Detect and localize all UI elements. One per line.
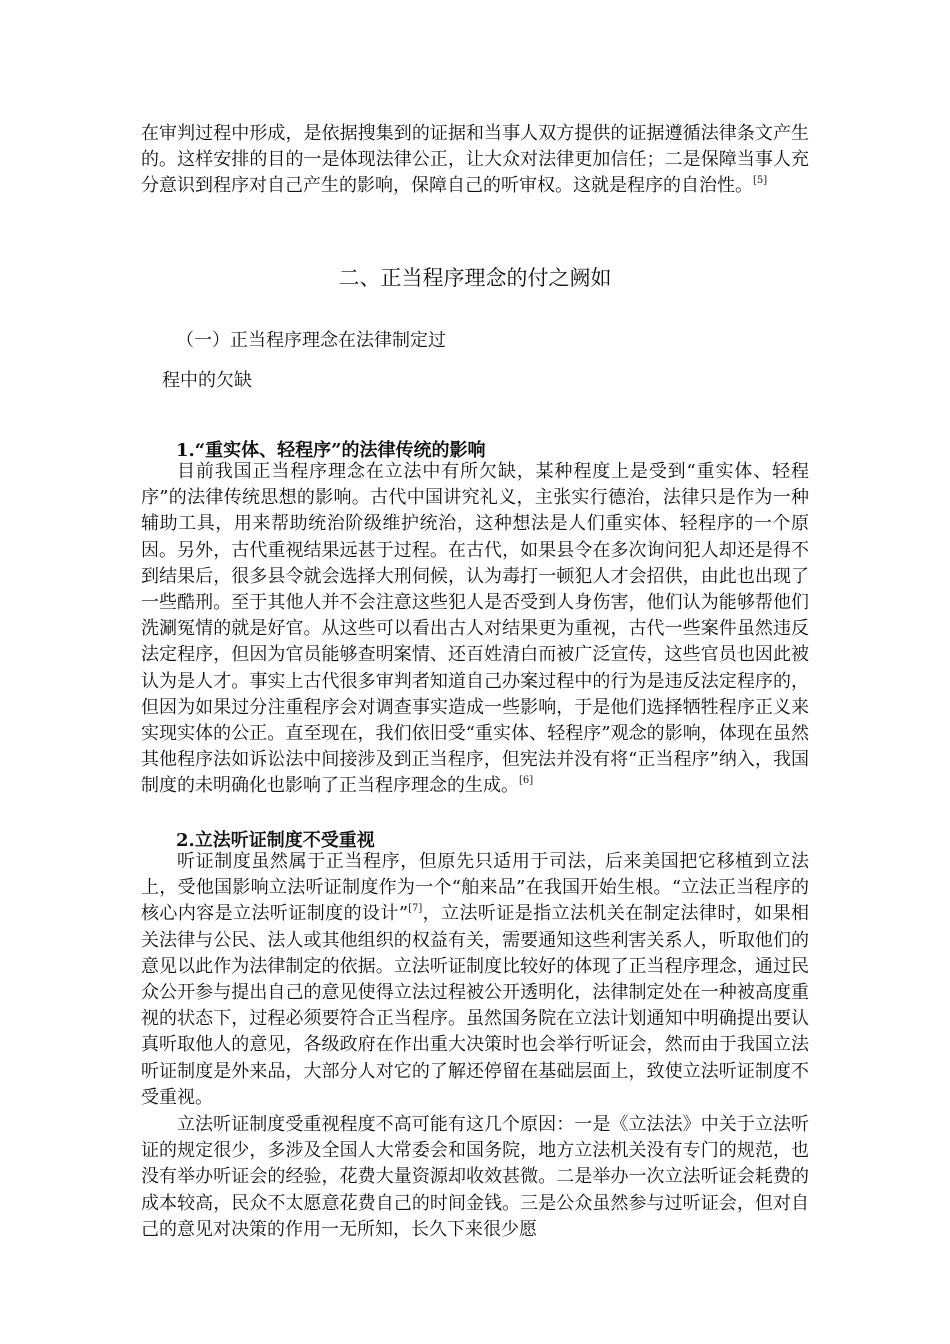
- paragraph-3: [141, 1112, 809, 1243]
- subsection-title-line1: （一）正当程序理念在法律制定过: [176, 330, 446, 351]
- heading-2: 2.立法听证制度不受重视: [176, 830, 375, 851]
- paragraph-3-text: 立法听证制度受重视程度不高可能有这几个原因：一是《立法法》中关于立法听证的规定很少，多涉及全国人大常委会和国务院，地方立法机关没有专门的规范，也没有举办听证会的经验，花费大量资源却收效甚微。二是举办一次立法听证会耗费的成本较高，民众不太愿意花费自己的时间金钱。三是公众虽然参与过听证会，但对自己的意见对决策的作用一无所知，长久下来很少愿: [141, 1114, 809, 1240]
- paragraph-1-text: 目前我国正当程序理念在立法中有所欠缺，某种程度上是受到“重实体、轻程序”的法律传统思想的影响。古代中国讲究礼义，主张实行德治，法律只是作为一种辅助工具，用来帮助统治阶级维护统治，这种想法是人们重实体、轻程序的一个原因。另外，古代重视结果远甚于过程。在古代，如果县令在多次询问犯人却还是得不到结果后，很多县令就会选择大刑伺候，认为毒打一顿犯人才会招供，由此也出现了一些酷刑。至于其他人并不会注意这些犯人是否受到人身伤害，他们认为能够帮他们洗涮冤情的就是好官。从这些可以看出古人对结果更为重视，古代一些案件虽然违反法定程序，但因为官员能够查明案情、还百姓清白而被广泛宣传，这些官员也因此被认为是人才。事实上古代很多审判者知道自己办案过程中的行为是违反法定程序的，但因为如果过分注重程序会对调查事实造成一些影响，于是他们选择牺牲程序正义来实现实体的公正。直至现在，我们依旧受“重实体、轻程序”观念的影响，体现在虽然其他程序法如诉讼法中间接涉及到正当程序，但宪法并没有将“正当程序”纳入，我国制度的未明确化也影响了正当程序理念的生成。: [141, 461, 809, 797]
- intro-paragraph-text: 在审判过程中形成，是依据搜集到的证据和当事人双方提供的证据遵循法律条文产生的。这样安排的目的一是体现法律公正，让大众对法律更加信任；二是保障当事人充分意识到程序对自己产生的影响，保障自己的听审权。这就是程序的自治性。: [141, 123, 809, 197]
- citation-ref[interactable]: [7]: [408, 903, 423, 915]
- paragraph-2-text-b: ，立法听证是指立法机关在制定法律时，如果相关法律与公民、法人或其他组织的权益有关，需要通知这些利害关系人，听取他们的意见以此作为法律制定的依据。立法听证制度比较好的体现了正当程序理念，通过民众公开参与提出自己的意见使得立法过程被公开透明化，法律制定处在一种被高度重视的状态下，过程必须要符合正当程序。虽然国务院在立法计划通知中明确提出要认真听取他人的意见，各级政府在作出重大决策时也会举行听证会，然而由于我国立法听证制度是外来品，大部分人对它的了解还停留在基础层面上，致使立法听证制度不受重视。: [141, 903, 810, 1108]
- intro-paragraph: [141, 121, 809, 200]
- paragraph-2-text-a: 听证制度虽然属于正当程序，但原先只适用于司法，后来美国把它移植到立法上，受他国影响立法听证制度作为一个“舶来品”在我国开始生根。“立法正当程序的核心内容是立法听证制度的设计”: [141, 851, 809, 925]
- citation-ref[interactable]: [5]: [753, 175, 768, 187]
- heading-1: 1.“重实体、轻程序”的法律传统的影响: [176, 440, 486, 461]
- citation-ref[interactable]: [6]: [519, 775, 534, 787]
- paragraph-1: [141, 459, 809, 800]
- section-title: 二、正当程序理念的付之阙如: [338, 266, 612, 290]
- paragraph-2: [141, 849, 809, 1111]
- subsection-title-line2: 程中的欠缺: [162, 370, 252, 391]
